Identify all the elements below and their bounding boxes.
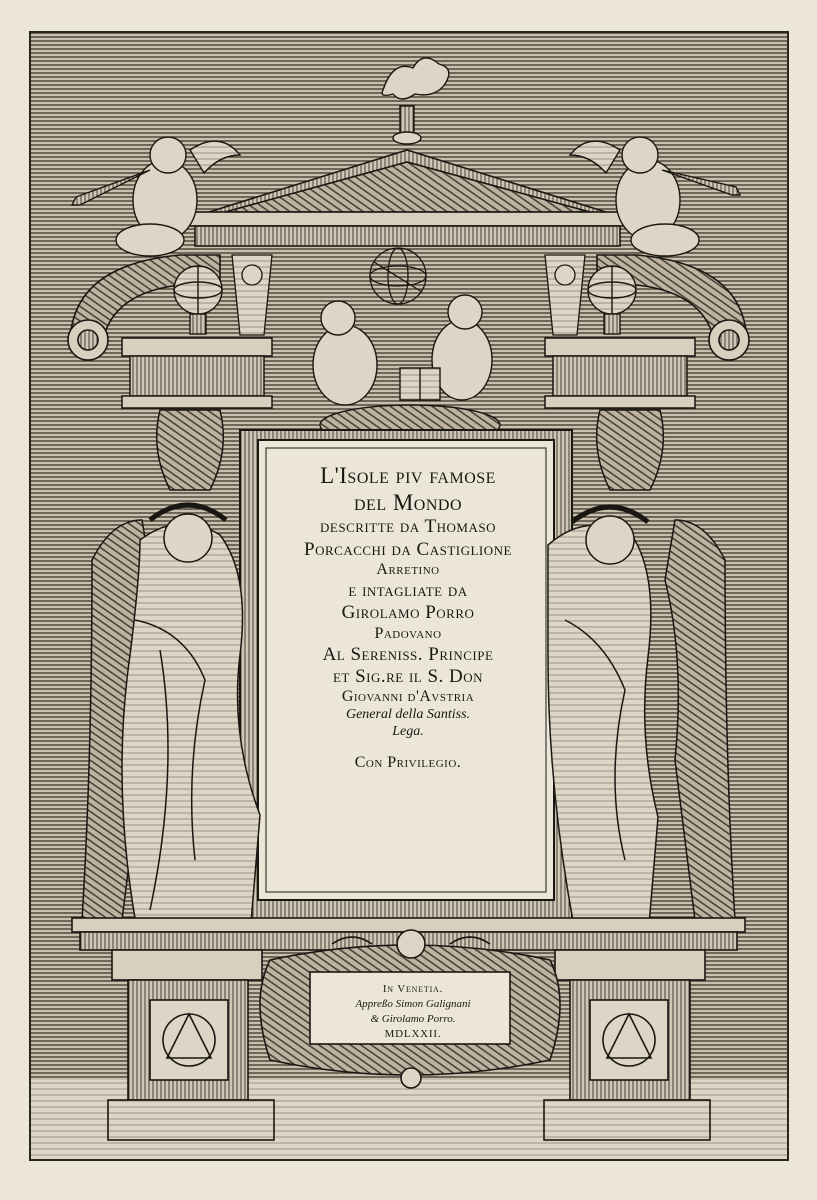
title-text-block — [270, 462, 546, 773]
title-line-4: Porcacchi da Castiglione — [304, 538, 512, 560]
imprint-text — [318, 982, 508, 1041]
title-line-1: L'Isole piv famose — [320, 463, 496, 488]
title-line-5: Arretino — [376, 561, 440, 579]
imprint-partner: & Girolamo Porro. — [370, 1012, 456, 1025]
imprint-printer: Appreßo Simon Galignani — [355, 997, 471, 1010]
right-atlas-figures — [548, 507, 735, 948]
title-line-3: descritte da Thomaso — [320, 516, 496, 538]
privilege-line: Con Privilegio. — [354, 754, 462, 772]
title-line-11: Giovanni d'Avstria — [341, 688, 475, 706]
title-line-8: Padovano — [374, 624, 442, 642]
title-line-6: e intagliate da — [348, 579, 468, 601]
title-line-13: Lega. — [392, 723, 424, 739]
title-line-7: Girolamo Porro — [341, 602, 475, 624]
left-atlas-figures — [82, 505, 260, 948]
title-line-9: Al Sereniss. Principe — [322, 643, 494, 665]
imprint-city: In Venetia. — [382, 983, 444, 995]
imprint-year: MDLXXII. — [384, 1027, 442, 1040]
title-line-12: General della Santiss. — [345, 707, 471, 723]
title-line-2: del Mondo — [353, 490, 463, 516]
title-line-10: et Sig.re il S. Don — [332, 666, 484, 688]
